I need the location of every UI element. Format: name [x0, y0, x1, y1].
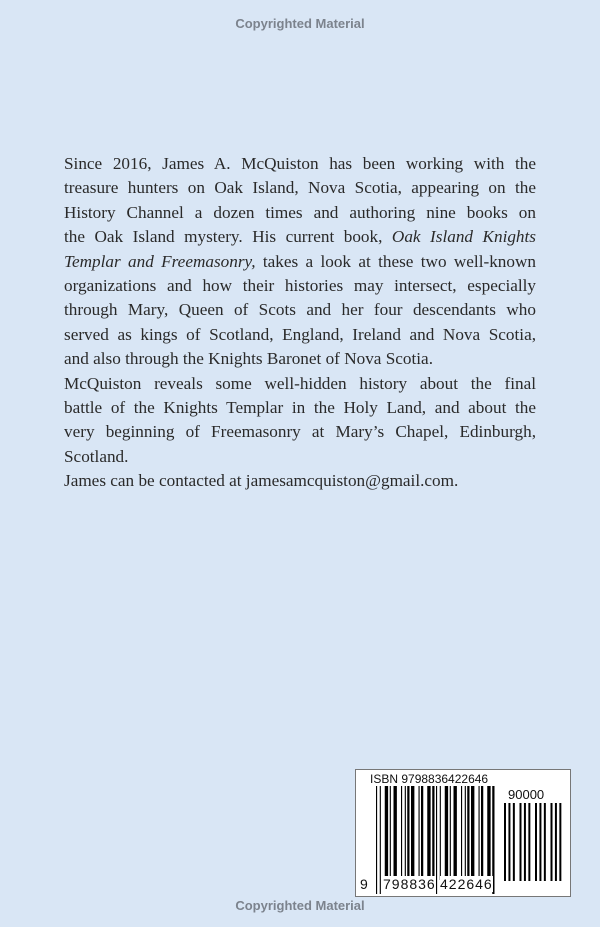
text-line	[64, 152, 536, 176]
barcode-bar	[528, 803, 530, 881]
paragraph	[64, 152, 536, 372]
text-line	[64, 396, 536, 420]
barcode-digits-left: 798836	[383, 876, 436, 892]
text-line	[64, 420, 536, 444]
text-segment: battle of the Knights Templar in the Holy Land, and about the	[64, 397, 536, 417]
barcode-bar	[524, 803, 526, 881]
text-line	[64, 372, 536, 396]
barcode-bar	[436, 786, 437, 894]
barcode-bar	[380, 786, 381, 894]
text-line	[64, 250, 536, 274]
paragraph	[64, 372, 536, 470]
barcode-bar	[513, 803, 515, 881]
barcode-bar	[544, 803, 546, 881]
text-line	[64, 225, 536, 249]
barcode-bar	[520, 803, 522, 881]
barcode-bar	[539, 803, 541, 881]
book-title-italic: Templar and Freemasonry,	[64, 251, 256, 271]
barcode-digit-first: 9	[360, 876, 368, 892]
barcode-bar	[440, 786, 441, 880]
text-line	[64, 298, 536, 322]
barcode-bar	[419, 786, 420, 880]
addon-barcode-bars	[504, 803, 566, 881]
copyright-watermark-top: Copyrighted Material	[235, 16, 365, 31]
text-segment: and also through the Knights Baronet of Nova Scotia.	[64, 349, 433, 369]
text-line	[64, 469, 536, 493]
barcode-bar	[405, 786, 406, 880]
barcode-bar	[471, 786, 474, 880]
text-segment: through Mary, Queen of Scots and her four descendants who	[64, 300, 536, 320]
barcode-bar	[385, 786, 388, 880]
barcode-bar	[454, 786, 457, 880]
text-segment: very beginning of Freemasonry at Mary’s Chapel, Edinburgh,	[64, 422, 536, 442]
text-line	[64, 176, 536, 200]
text-segment: History Channel a dozen times and authoring nine books on	[64, 202, 536, 222]
barcode-bar	[401, 786, 402, 880]
barcode-bar	[479, 786, 480, 880]
text-segment: Scotland.	[64, 446, 129, 466]
barcode-bar	[376, 786, 377, 894]
barcode-bar	[508, 803, 510, 881]
text-segment: Since 2016, James A. McQuiston has been working with the	[64, 154, 536, 173]
barcode-bar	[467, 786, 469, 880]
barcode-bar	[390, 786, 391, 880]
text-line	[64, 445, 536, 469]
barcode-bar	[535, 803, 537, 881]
barcode-bar	[559, 803, 561, 881]
barcode-bar	[407, 786, 409, 880]
back-cover-blurb	[64, 152, 536, 493]
barcode-bar	[394, 786, 397, 880]
book-title-italic: Oak Island Knights	[391, 227, 536, 247]
text-line	[64, 274, 536, 298]
isbn-barcode	[355, 769, 571, 897]
isbn-label: ISBN 9798836422646	[370, 772, 489, 786]
text-segment: McQuiston reveals some well-hidden history about the final	[64, 373, 536, 393]
barcode-bar	[487, 786, 490, 880]
text-segment: organizations and how their histories may intersect, especially	[64, 275, 536, 295]
text-line	[64, 347, 536, 371]
barcode-bar	[421, 786, 423, 880]
barcode-bar	[465, 786, 466, 880]
paragraph	[64, 469, 536, 493]
barcode-bar	[551, 803, 553, 881]
barcode-bar	[411, 786, 414, 880]
text-segment: treasure hunters on Oak Island, Nova Scotia, appearing on the	[64, 178, 536, 198]
barcode-bar	[461, 786, 462, 880]
text-segment: takes a look at these two well-known	[255, 251, 536, 271]
barcode-bar	[445, 786, 448, 880]
barcode-bar	[555, 803, 557, 881]
copyright-watermark-bottom: Copyrighted Material	[235, 898, 365, 913]
text-segment: the Oak Island mystery. His current book,	[64, 227, 392, 247]
barcode-bar	[504, 803, 506, 881]
text-segment: served as kings of Scotland, England, Ireland and Nova Scotia,	[64, 324, 536, 344]
barcode-bar	[450, 786, 451, 880]
barcode-digits-right: 422646	[440, 876, 493, 892]
barcode-bar	[432, 786, 434, 880]
text-line	[64, 201, 536, 225]
text-segment: James can be contacted at jamesamcquiston@gmail.com.	[64, 471, 459, 491]
price-addon-number: 90000	[508, 787, 545, 802]
text-line	[64, 323, 536, 347]
barcode-bar	[481, 786, 483, 880]
barcode-bar	[427, 786, 430, 880]
